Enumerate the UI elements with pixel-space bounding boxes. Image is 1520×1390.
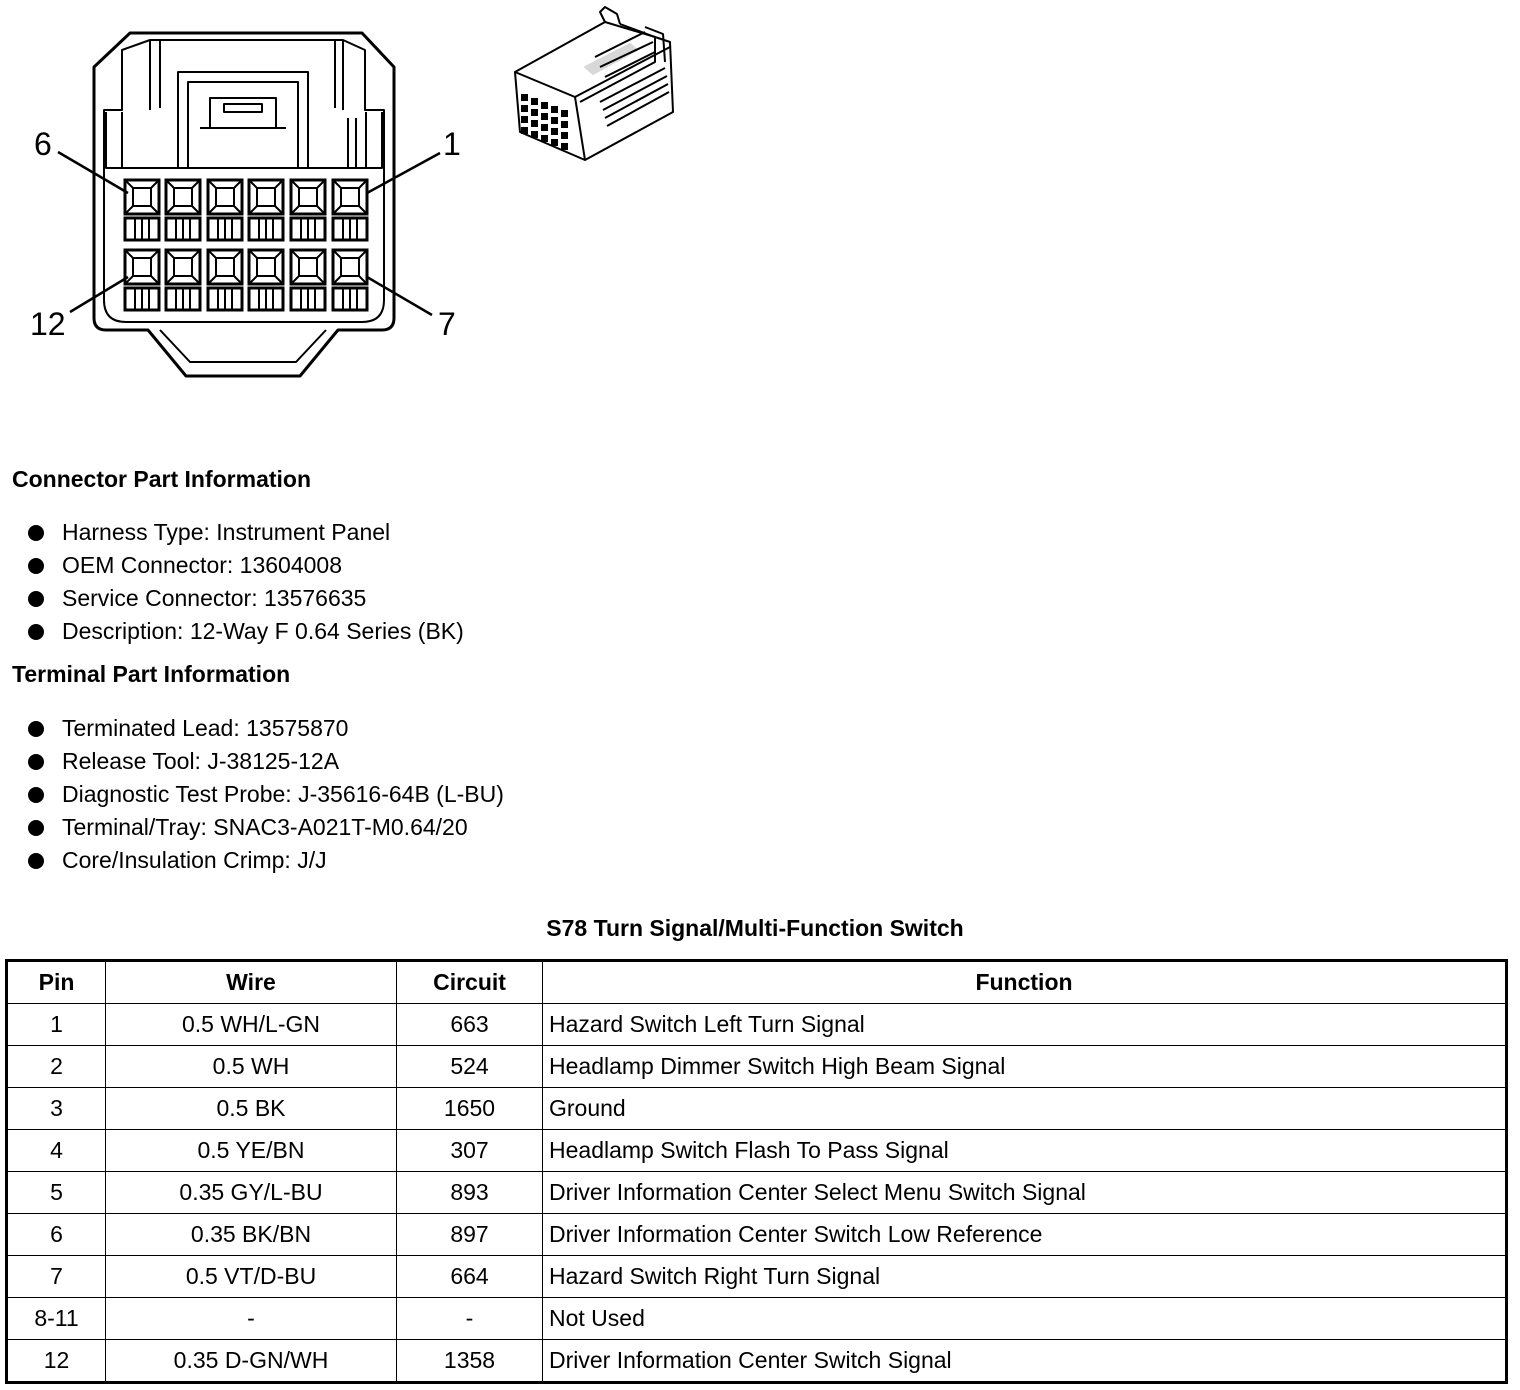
connector-isometric-illustration (505, 2, 685, 167)
pin-cell: 4 (7, 1130, 106, 1172)
terminal-info-item-text: Terminated Lead: 13575870 (62, 715, 349, 741)
bullet-icon (28, 721, 44, 737)
header-function: Function (543, 961, 1507, 1004)
pin-cell: 6 (7, 1214, 106, 1256)
terminal-part-info-list (28, 712, 504, 877)
table-row (7, 1004, 1507, 1046)
wire-cell: 0.5 YE/BN (106, 1130, 397, 1172)
terminal-info-item (28, 745, 504, 778)
bullet-icon (28, 624, 44, 640)
connector-info-item-text: OEM Connector: 13604008 (62, 552, 343, 578)
circuit-cell: 1650 (397, 1088, 543, 1130)
bullet-icon (28, 591, 44, 607)
table-row (7, 1214, 1507, 1256)
terminal-info-item (28, 778, 504, 811)
wire-cell: 0.35 D-GN/WH (106, 1340, 397, 1383)
table-row (7, 1046, 1507, 1088)
function-cell: Not Used (543, 1298, 1507, 1340)
circuit-cell: 307 (397, 1130, 543, 1172)
function-cell: Hazard Switch Left Turn Signal (543, 1004, 1507, 1046)
table-row (7, 1340, 1507, 1383)
terminal-info-item-text: Terminal/Tray: SNAC3-A021T-M0.64/20 (62, 814, 468, 840)
terminal-info-item-text: Release Tool: J-38125-12A (62, 748, 340, 774)
pin-label-7: 7 (438, 306, 456, 342)
wire-cell: 0.5 VT/D-BU (106, 1256, 397, 1298)
function-cell: Hazard Switch Right Turn Signal (543, 1256, 1507, 1298)
pin-cell: 8-11 (7, 1298, 106, 1340)
pin-cell: 12 (7, 1340, 106, 1383)
table-row (7, 1130, 1507, 1172)
header-pin: Pin (7, 961, 106, 1004)
terminal-part-info-title: Terminal Part Information (12, 661, 291, 687)
function-cell: Headlamp Dimmer Switch High Beam Signal (543, 1046, 1507, 1088)
bullet-icon (28, 525, 44, 541)
wire-cell: 0.5 WH (106, 1046, 397, 1088)
bullet-icon (28, 853, 44, 869)
connector-part-info-list (28, 516, 464, 648)
connector-part-info-title: Connector Part Information (12, 466, 312, 492)
circuit-cell: 893 (397, 1172, 543, 1214)
function-cell: Headlamp Switch Flash To Pass Signal (543, 1130, 1507, 1172)
header-circuit: Circuit (397, 961, 543, 1004)
table-row (7, 1172, 1507, 1214)
bullet-icon (28, 787, 44, 803)
pin-table-title: S78 Turn Signal/Multi-Function Switch (546, 915, 964, 941)
connector-info-item (28, 549, 464, 582)
pin-label-12: 12 (30, 306, 66, 342)
pin-cell: 3 (7, 1088, 106, 1130)
pin-table (5, 959, 1508, 1384)
pin-cell: 1 (7, 1004, 106, 1046)
bullet-icon (28, 558, 44, 574)
function-cell: Driver Information Center Switch Low Reference (543, 1214, 1507, 1256)
wire-cell: 0.5 WH/L-GN (106, 1004, 397, 1046)
connector-info-item-text: Description: 12-Way F 0.64 Series (BK) (62, 618, 464, 644)
circuit-cell: 897 (397, 1214, 543, 1256)
pin-label-1: 1 (443, 126, 461, 162)
connector-info-item-text: Service Connector: 13576635 (62, 585, 367, 611)
circuit-cell: - (397, 1298, 543, 1340)
header-wire: Wire (106, 961, 397, 1004)
terminal-info-item (28, 712, 504, 745)
pin-cell: 7 (7, 1256, 106, 1298)
circuit-cell: 524 (397, 1046, 543, 1088)
connector-info-item (28, 516, 464, 549)
wire-cell: 0.35 GY/L-BU (106, 1172, 397, 1214)
function-cell: Ground (543, 1088, 1507, 1130)
circuit-cell: 1358 (397, 1340, 543, 1383)
circuit-cell: 663 (397, 1004, 543, 1046)
table-row (7, 1088, 1507, 1130)
pin-cell: 5 (7, 1172, 106, 1214)
bullet-icon (28, 820, 44, 836)
connector-info-item (28, 582, 464, 615)
circuit-cell: 664 (397, 1256, 543, 1298)
function-cell: Driver Information Center Switch Signal (543, 1340, 1507, 1383)
table-row (7, 1256, 1507, 1298)
terminal-info-item-text: Core/Insulation Crimp: J/J (62, 847, 327, 873)
connector-info-item (28, 615, 464, 648)
pin-cell: 2 (7, 1046, 106, 1088)
wire-cell: 0.5 BK (106, 1088, 397, 1130)
terminal-info-item (28, 811, 504, 844)
table-row (7, 1298, 1507, 1340)
bullet-icon (28, 754, 44, 770)
wire-cell: - (106, 1298, 397, 1340)
function-cell: Driver Information Center Select Menu Switch Signal (543, 1172, 1507, 1214)
wire-cell: 0.35 BK/BN (106, 1214, 397, 1256)
pin-table-header-row (7, 961, 1507, 1004)
terminal-info-item (28, 844, 504, 877)
terminal-info-item-text: Diagnostic Test Probe: J-35616-64B (L-BU) (62, 781, 504, 807)
pin-label-6: 6 (34, 126, 52, 162)
connector-info-item-text: Harness Type: Instrument Panel (62, 519, 391, 545)
